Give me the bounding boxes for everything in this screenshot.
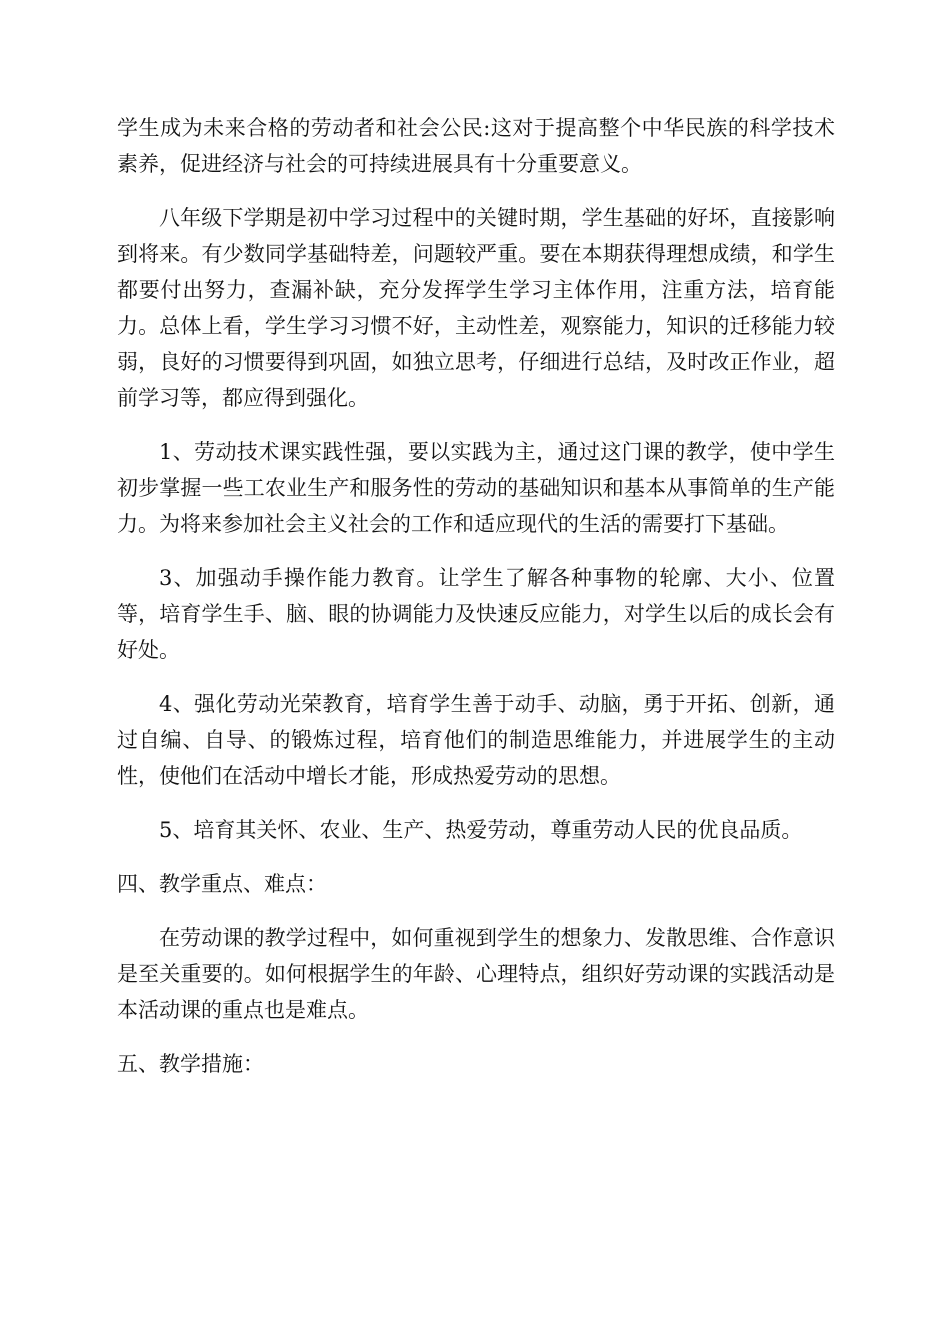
paragraph-goal-4: 4、强化劳动光荣教育，培育学生善于动手、动脑，勇于开拓、创新，通过自编、自导、的锻炼过程，培育他们的制造思维能力，并进展学生的主动性，使他们在活动中增长才能，形成热爱劳动的思想。 [117, 692, 835, 788]
paragraph-goal-1: 1、劳动技术课实践性强，要以实践为主，通过这门课的教学，使中学生初步掌握一些工农业生产和服务性的劳动的基础知识和基本从事简单的生产能力。为将来参加社会主义社会的工作和适应现代的生活的需要打下基础。 [117, 440, 835, 536]
paragraph-goal-3: 3、加强动手操作能力教育。让学生了解各种事物的轮廓、大小、位置等，培育学生手、脑、眼的协调能力及快速反应能力，对学生以后的成长会有好处。 [117, 566, 835, 662]
paragraph-key-points: 在劳动课的教学过程中，如何重视到学生的想象力、发散思维、合作意识是至关重要的。如何根据学生的年龄、心理特点，组织好劳动课的实践活动是本活动课的重点也是难点。 [117, 926, 835, 1022]
paragraph-student-situation: 八年级下学期是初中学习过程中的关键时期，学生基础的好坏，直接影响到将来。有少数同学基础特差，问题较严重。要在本期获得理想成绩，和学生都要付出努力，查漏补缺，充分发挥学生学习主体作用，注重方法，培育能力。总体上看，学生学习习惯不好，主动性差，观察能力，知识的迁移能力较弱，良好的习惯要得到巩固，如独立思考，仔细进行总结，及时改正作业，超前学习等，都应得到强化。 [117, 206, 835, 410]
paragraph-intro-continuation: 学生成为未来合格的劳动者和社会公民:这对于提高整个中华民族的科学技术素养，促进经济与社会的可持续进展具有十分重要意义。 [117, 116, 835, 176]
paragraph-goal-5: 5、培育其关怀、农业、生产、热爱劳动，尊重劳动人民的优良品质。 [159, 818, 803, 842]
section-heading-measures: 五、教学措施： [117, 1052, 264, 1076]
document-body [117, 110, 835, 1100]
section-heading-key-points: 四、教学重点、难点： [117, 872, 327, 896]
